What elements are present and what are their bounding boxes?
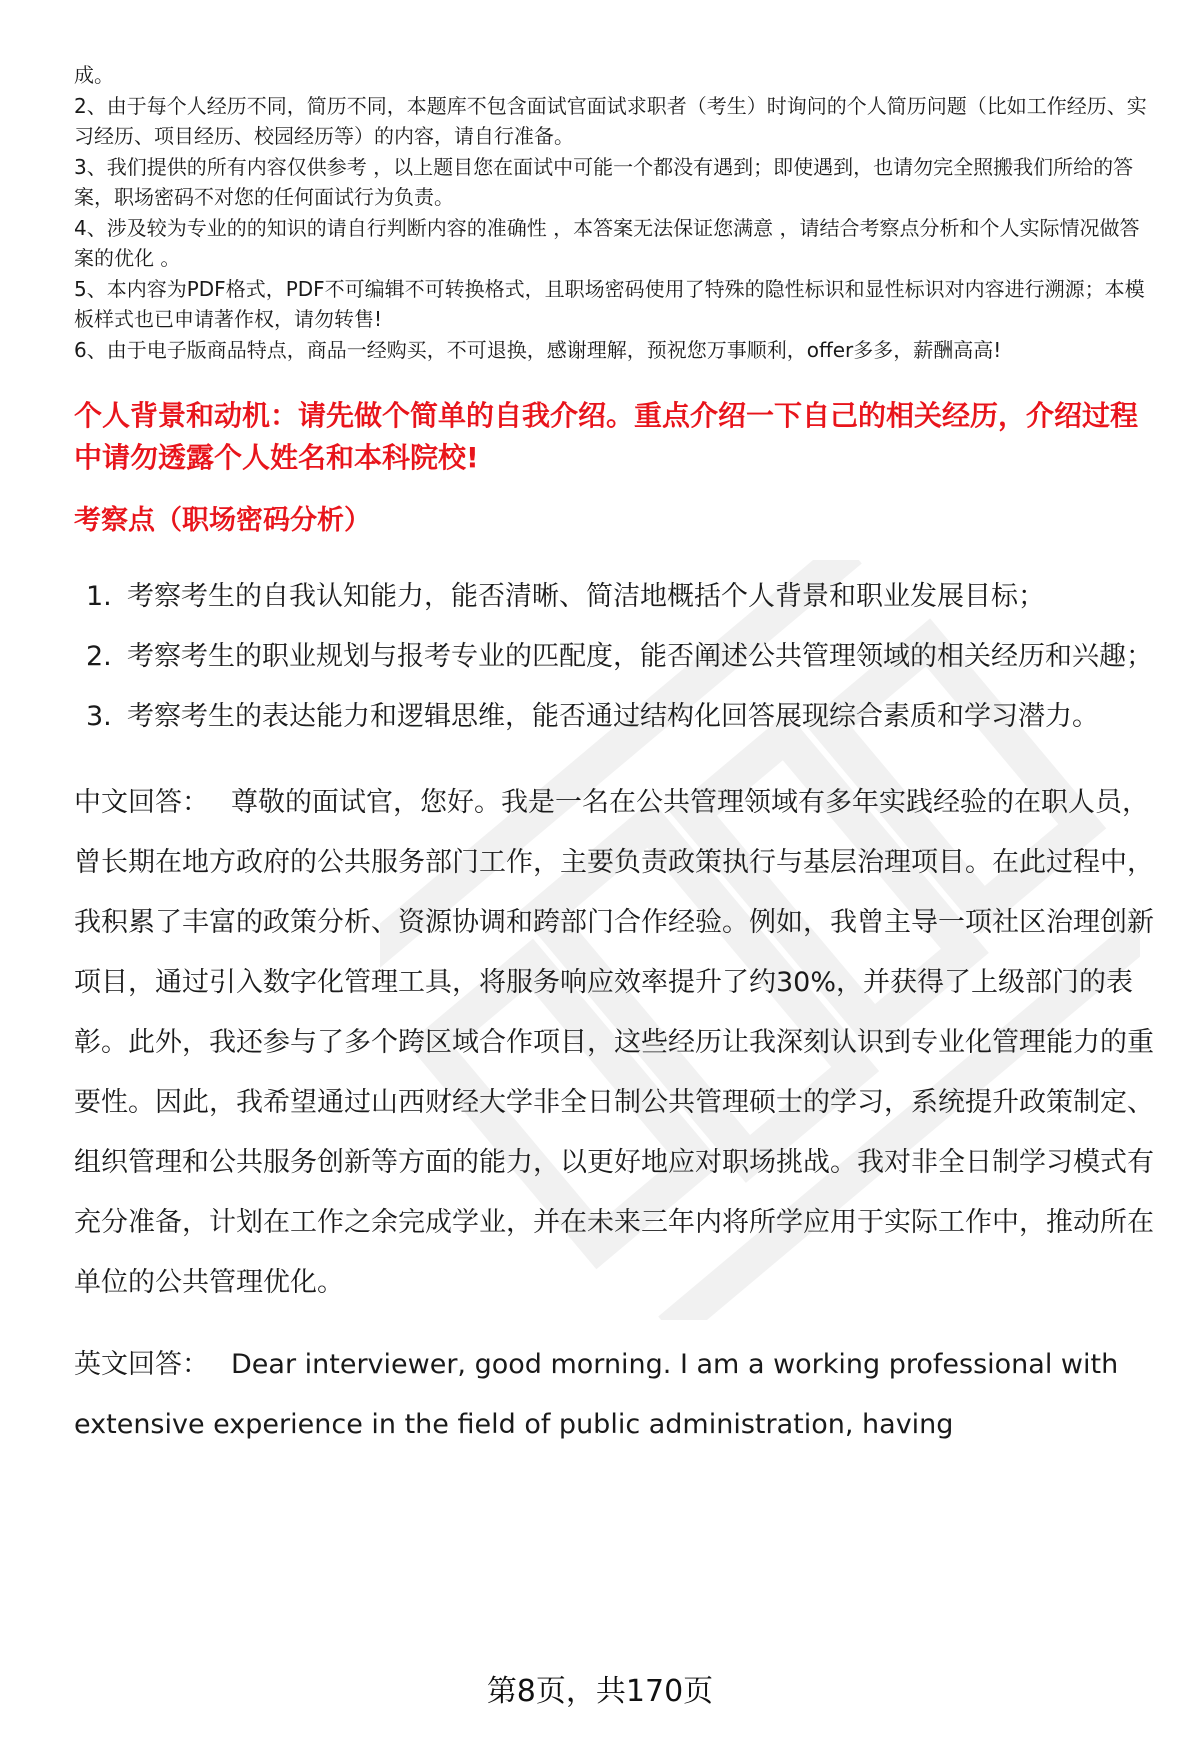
list-item-text: 考察考生的职业规划与报考专业的匹配度，能否阐述公共管理领域的相关经历和兴趣； (127, 641, 1153, 672)
list-item (74, 627, 1154, 687)
english-answer-label: 英文回答： (74, 1349, 209, 1380)
list-item-text: 考察考生的自我认知能力，能否清晰、简洁地概括个人背景和职业发展目标； (127, 581, 1045, 612)
note-line: 2、由于每个人经历不同，简历不同，本题库不包含面试官面试求职者（考生）时询问的个人简历问题（比如工作经历、实习经历、项目经历、校园经历等）的内容，请自行准备。 (74, 93, 1147, 148)
list-item-text: 考察考生的表达能力和逻辑思维，能否通过结构化回答展现综合素质和学习潜力。 (127, 701, 1099, 732)
list-item (74, 567, 1154, 627)
list-item-number: 3. (86, 701, 112, 732)
assessment-points-list (74, 567, 1154, 747)
list-item (74, 687, 1154, 747)
disclaimer-notes (74, 60, 1154, 365)
note-line: 成。 (74, 63, 114, 87)
page-number-footer: 第8页，共170页 (486, 1674, 714, 1709)
note-line: 5、本内容为PDF格式，PDF不可编辑不可转换格式，且职场密码使用了特殊的隐性标识和显性标识对内容进行溯源；本模板样式也已申请著作权，请勿转售! (74, 276, 1145, 331)
list-item-number: 1. (86, 581, 112, 612)
main-content (74, 60, 1154, 1455)
note-line: 3、我们提供的所有内容仅供参考 ，以上题目您在面试中可能一个都没有遇到；即使遇到，也请勿完全照搬我们所给的答案，职场密码不对您的任何面试行为负责。 (74, 154, 1134, 209)
chinese-answer-text: 尊敬的面试官，您好。我是一名在公共管理领域有多年实践经验的在职人员，曾长期在地方政府的公共服务部门工作，主要负责政策执行与基层治理项目。在此过程中，我积累了丰富的政策分析、资源协调和跨部门合作经验。例如，我曾主导一项社区治理创新项目，通过引入数字化管理工具，将服务响应效率提升了约30%，并获得了上级部门的表彰。此外，我还参与了多个跨区域合作项目，这些经历让我深刻认识到专业化管理能力的重要性。因此，我希望通过山西财经大学非全日制公共管理硕士的学习，系统提升政策制定、组织管理和公共服务创新等方面的能力，以更好地应对职场挑战。我对非全日制学习模式有充分准备，计划在工作之余完成学业，并在未来三年内将所学应用于实际工作中，推动所在单位的公共管理优化。 (74, 787, 1154, 1298)
chinese-answer-label: 中文回答： (74, 787, 209, 818)
list-item-number: 2. (86, 641, 112, 672)
note-line: 6、由于电子版商品特点，商品一经购买，不可退换，感谢理解，预祝您万事顺利，offer多多，薪酬高高! (74, 337, 1002, 362)
assessment-points-heading: 考察点（职场密码分析） (74, 505, 371, 536)
english-answer (74, 1335, 1154, 1455)
note-line: 4、涉及较为专业的的知识的请自行判断内容的准确性 ，本答案无法保证您满意 ，请结合考察点分析和个人实际情况做答案的优化 。 (74, 215, 1140, 270)
question-heading: 个人背景和动机：请先做个简单的自我介绍。重点介绍一下自己的相关经历，介绍过程中请勿透露个人姓名和本科院校! (74, 399, 1139, 474)
chinese-answer (74, 773, 1154, 1313)
english-answer-text: Dear interviewer, good morning. I am a working professional with extensive experience in the field of public administration, having (74, 1349, 1119, 1440)
